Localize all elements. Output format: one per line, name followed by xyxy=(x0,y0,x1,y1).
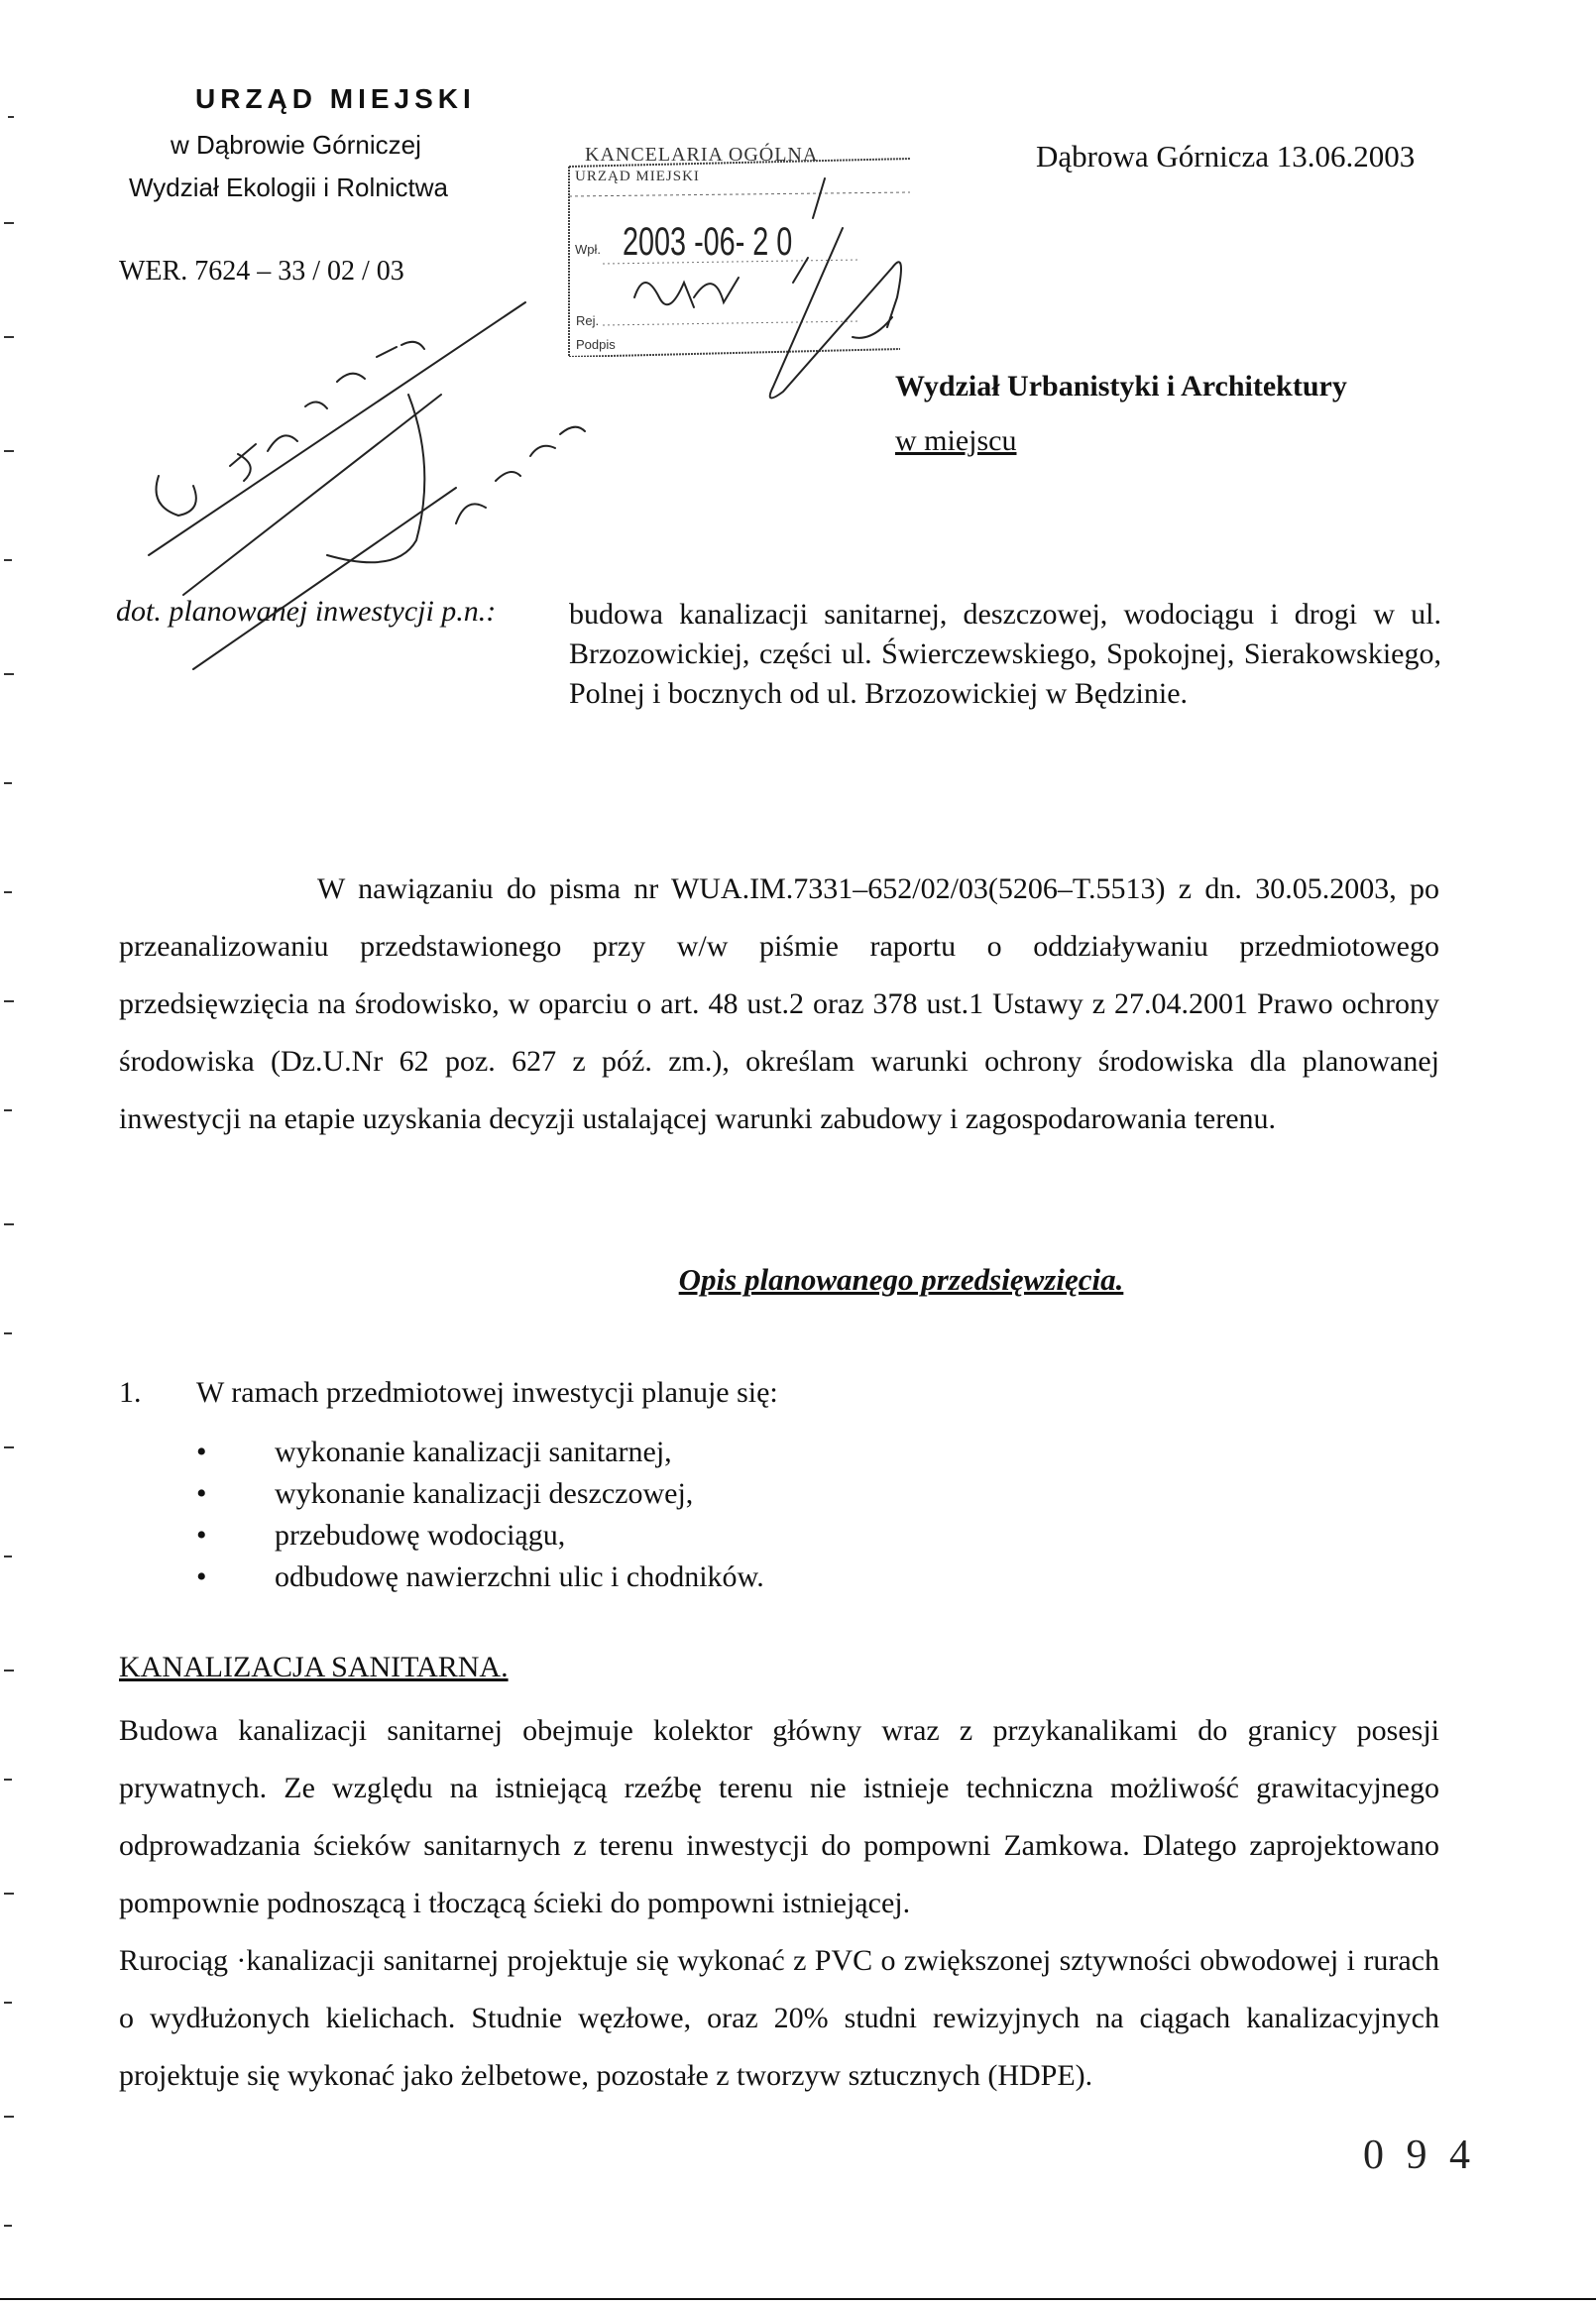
bullet-icon: • xyxy=(196,1519,207,1552)
subsection-heading: KANALIZACJA SANITARNA. xyxy=(119,1651,509,1683)
section-heading xyxy=(0,1262,1596,1298)
intro-paragraph: W nawiązaniu do pisma nr WUA.IM.7331–652/02/03(5206–T.5513) z dn. 30.05.2003, po przeanalizowaniu przedstawionego przy w/w piśmie raportu o oddziaływaniu przedmiotowego przedsięwzięcia na środowisko, w oparciu o art. 48 ust.2 oraz 378 ust.1 Ustawy z 27.04.2001 Prawo ochrony środowiska (Dz.U.Nr 62 poz. 627 z póź. zm.), określam warunki ochrony środowiska dla planowanej inwestycji na etapie uzyskania decyzji ustalającej warunki zabudowy i zagospodarowania terenu. xyxy=(119,872,1439,1135)
page-number: 0 9 4 xyxy=(1363,2133,1476,2178)
list-item-text: wykonanie kanalizacji sanitarnej, xyxy=(275,1436,672,1468)
list-item xyxy=(196,1515,764,1557)
list-item xyxy=(196,1557,764,1598)
list-item-text: odbudowę nawierzchni ulic i chodników. xyxy=(275,1560,764,1593)
list-item-text: przebudowę wodociągu, xyxy=(275,1519,566,1552)
sanitary-paragraph xyxy=(119,1702,1439,2105)
scope-bullet-list xyxy=(196,1432,764,1598)
stamp-received-date: 2003 -06- 2 0 xyxy=(623,220,793,264)
margin-marks xyxy=(4,117,14,2226)
stamp-wpl-label: Wpł. xyxy=(575,242,601,257)
addressee-name: Wydział Urbanistyki i Architektury xyxy=(895,370,1347,403)
stamp-line-office: KANCELARIA OGÓLNA xyxy=(585,144,819,166)
subject-label: dot. planowanej inwestycji p.n.: xyxy=(116,595,497,628)
list-item xyxy=(196,1432,764,1473)
office-department: Wydział Ekologii i Rolnictwa xyxy=(129,173,448,202)
stamp-podpis-label: Podpis xyxy=(576,337,616,352)
office-city: w Dąbrowie Górniczej xyxy=(171,130,421,160)
office-name: URZĄD MIEJSKI xyxy=(195,83,476,114)
stamp-line-institution: URZĄD MIEJSKI xyxy=(575,169,700,184)
sanitary-paragraph-part: Budowa kanalizacji sanitarnej obejmuje kolektor główny wraz z przykanalikami do granicy posesji prywatnych. Ze względu na istniejącą rzeźbę terenu nie istnieje techniczna możliwość grawitacyjnego odprowadzania ścieków sanitarnych z terenu inwestycji do pompowni Zamkowa. Dlatego zaprojektowano pompownie podnoszącą i tłoczącą ścieki do pompowni istniejącej. xyxy=(119,1714,1439,1919)
section-heading-text: Opis planowanego przedsięwzięcia. xyxy=(678,1262,1124,1297)
list-number: 1. xyxy=(119,1376,142,1409)
list-item-text: wykonanie kanalizacji deszczowej, xyxy=(275,1477,694,1510)
reference-number: WER. 7624 – 33 / 02 / 03 xyxy=(119,256,404,287)
letter-date: Dąbrowa Górnicza 13.06.2003 xyxy=(1036,139,1416,173)
stamp-rej-label: Rej. xyxy=(576,313,600,328)
addressee-location: w miejscu xyxy=(895,424,1017,457)
list-intro: W ramach przedmiotowej inwestycji planuje się: xyxy=(196,1376,778,1409)
subject-text: budowa kanalizacji sanitarnej, deszczowej, wodociągu i drogi w ul. Brzozowickiej, części ul. Świerczewskiego, Spokojnej, Sierakowskiego, Polnej i bocznych od ul. Brzozowickiej w Będzinie. xyxy=(569,598,1441,710)
sanitary-paragraph-part: Rurociąg ·kanalizacji sanitarnej projektuje się wykonać z PVC o zwiększonej sztywności obwodowej i rurach o wydłużonych kielichach. Studnie węzłowe, oraz 20% studni rewizyjnych na ciągach kanalizacyjnych projektuje się wykonać jako żelbetowe, pozostałe z tworzyw sztucznych (HDPE). xyxy=(119,1944,1439,2092)
list-item xyxy=(196,1473,764,1515)
bottom-scan-edge xyxy=(0,2298,1596,2300)
bullet-icon: • xyxy=(196,1477,207,1510)
bullet-icon: • xyxy=(196,1560,207,1593)
bullet-icon: • xyxy=(196,1436,207,1468)
